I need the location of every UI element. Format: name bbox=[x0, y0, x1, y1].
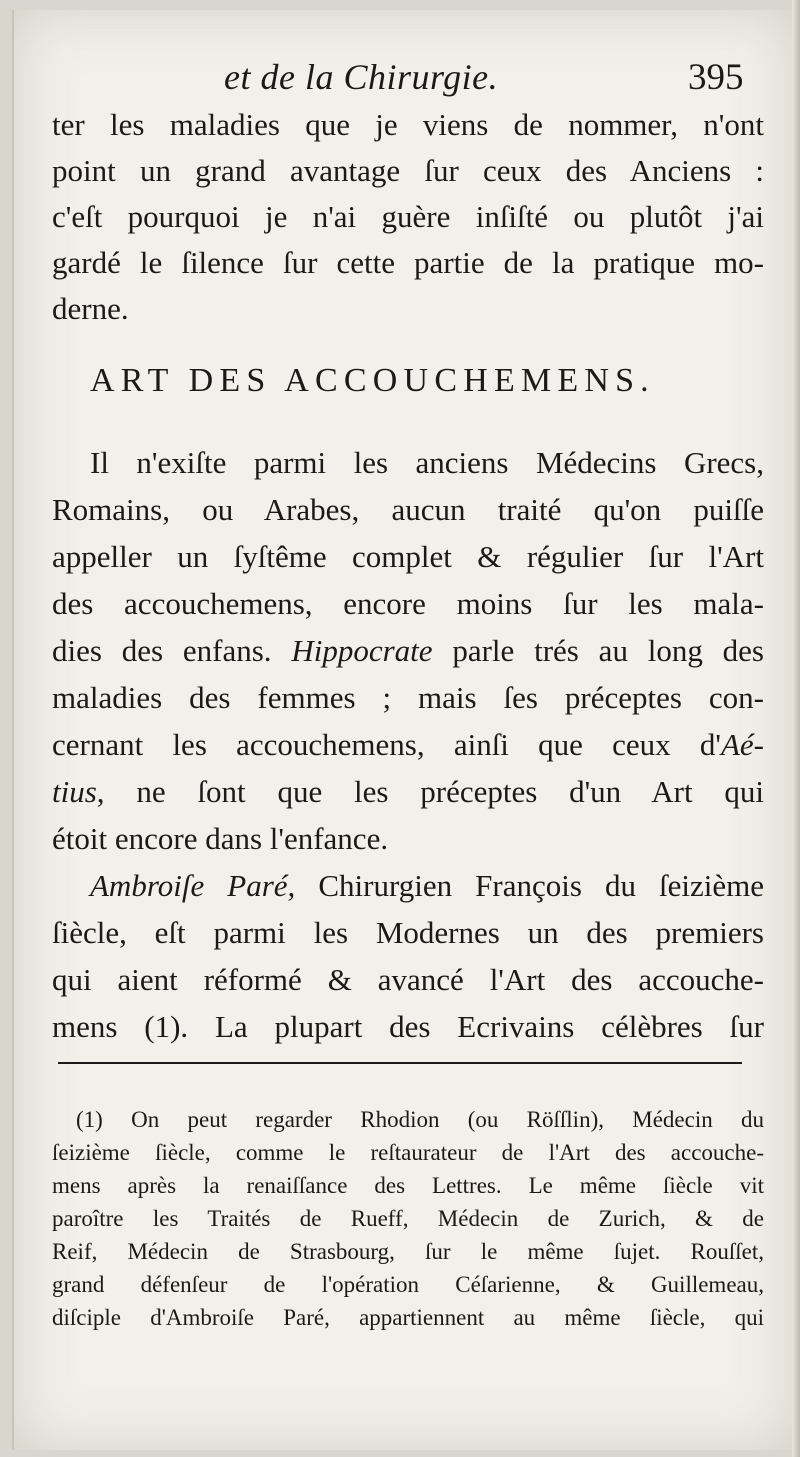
author-name-pare: Ambroiſe Paré, bbox=[90, 868, 296, 903]
text-line: étoit encore dans l'enfance. bbox=[52, 821, 389, 856]
text-line: gardé le ſilence ſur cette partie de la pratique mo- bbox=[52, 245, 764, 280]
footnote-line: mens après la renaiſſance des Lettres. Le même ſiècle vit bbox=[52, 1173, 764, 1198]
text-line: appeller un ſyſtême complet & régulier ſur l'Art bbox=[52, 539, 764, 574]
text-line: Il n'exiſte parmi les anciens Médecins Grecs, bbox=[90, 445, 764, 480]
footnote-line: paroître les Traités de Rueff, Médecin de Zurich, & de bbox=[52, 1206, 764, 1231]
page-number: 395 bbox=[688, 57, 744, 98]
text-line: derne. bbox=[52, 291, 129, 326]
text-span: Chirurgien François du ſeizième bbox=[295, 868, 765, 903]
footnote-rule bbox=[58, 1062, 742, 1064]
text-span: cernant les accouchemens, ainſi que ceux d' bbox=[52, 727, 721, 762]
text-span: , ne ſont que les préceptes d'un Art qui bbox=[96, 774, 764, 809]
book-page bbox=[12, 10, 794, 1450]
text-span: dies des enfans. bbox=[52, 633, 292, 668]
footnote-line: grand défenſeur de l'opération Céſarienne, & Guillemeau, bbox=[52, 1272, 764, 1297]
footnote-line: (1) On peut regarder Rhodion (ou Röſſlin), Médecin du bbox=[76, 1107, 764, 1132]
author-name-aetius-part2: tius bbox=[52, 774, 97, 809]
footnote-line: ſeizième ſiècle, comme le reſtaurateur de l'Art des accouche- bbox=[52, 1140, 764, 1165]
running-head bbox=[14, 56, 794, 106]
text-span: parle trés au long des bbox=[432, 633, 764, 668]
author-name-hippocrate: Hippocrate bbox=[291, 633, 433, 668]
text-line: ter les maladies que je viens de nommer, n'ont bbox=[52, 107, 764, 142]
text-line: maladies des femmes ; mais ſes préceptes con- bbox=[52, 680, 764, 715]
text-line: des accouchemens, encore moins ſur les mala- bbox=[52, 586, 764, 621]
page-edge-shadow bbox=[792, 0, 800, 1457]
text-line: Romains, ou Arabes, aucun traité qu'on puiſſe bbox=[52, 492, 764, 527]
text-line bbox=[52, 769, 764, 815]
text-line bbox=[52, 628, 764, 674]
text-line: ſiècle, eſt parmi les Modernes un des premiers bbox=[52, 915, 764, 950]
text-line: mens (1). La plupart des Ecrivains célèbres ſur bbox=[52, 1009, 764, 1044]
footnote-line: diſciple d'Ambroiſe Paré, appartiennent au même ſiècle, qui bbox=[52, 1305, 764, 1330]
text-line: c'eſt pourquoi je n'ai guère inſiſté ou plutôt j'ai bbox=[52, 199, 764, 234]
text-line: point un grand avantage ſur ceux des Anciens : bbox=[52, 153, 764, 188]
footnote-line: Reif, Médecin de Strasbourg, ſur le même ſujet. Rouſſet, bbox=[52, 1239, 764, 1264]
text-line bbox=[52, 722, 764, 768]
text-line bbox=[90, 863, 764, 909]
text-line: qui aient réformé & avancé l'Art des accouche- bbox=[52, 962, 764, 997]
section-heading: ART DES ACCOUCHEMENS. bbox=[90, 362, 655, 399]
running-title: et de la Chirurgie. bbox=[224, 57, 499, 97]
author-name-aetius-part1: Aé- bbox=[720, 727, 764, 762]
